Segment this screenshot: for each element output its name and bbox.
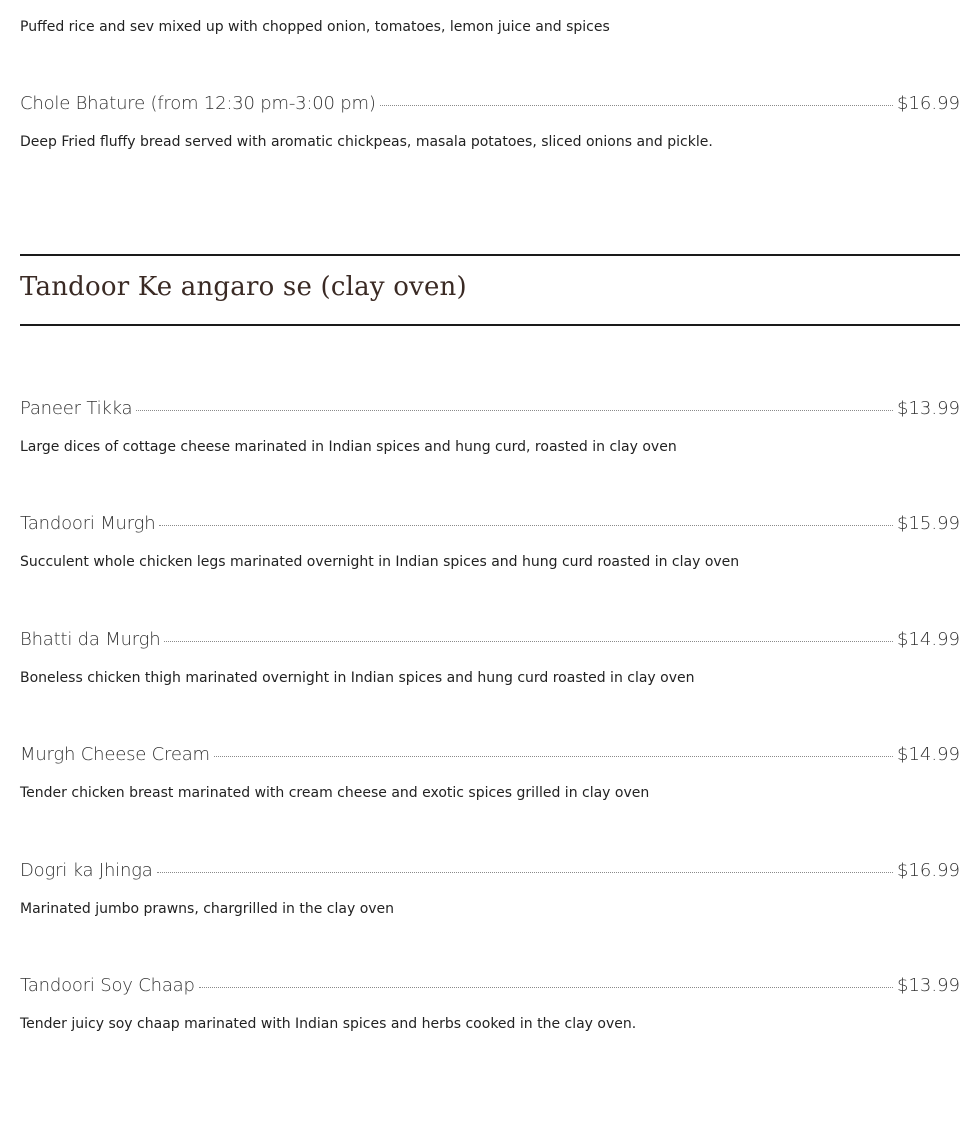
item-price: $14.99	[897, 629, 960, 650]
dotted-leader	[380, 105, 893, 106]
item-description: Large dices of cottage cheese marinated in Indian spices and hung curd, roasted in clay oven	[20, 439, 677, 455]
menu-item-murgh-cheese-cream	[20, 744, 960, 768]
menu-item-paneer-tikka	[20, 398, 960, 422]
item-price: $16.99	[897, 93, 960, 114]
item-price: $13.99	[897, 398, 960, 419]
item-price: $15.99	[897, 513, 960, 534]
item-name: Paneer Tikka	[20, 398, 133, 419]
item-name: Chole Bhature (from 12:30 pm-3:00 pm)	[20, 93, 376, 114]
dotted-leader	[199, 987, 893, 988]
item-description: Boneless chicken thigh marinated overnight in Indian spices and hung curd roasted in clay oven	[20, 670, 695, 686]
dotted-leader	[214, 756, 893, 757]
menu-item-bhatti-da-murgh	[20, 629, 960, 653]
dotted-leader	[159, 525, 893, 526]
item-price: $13.99	[897, 975, 960, 996]
item-name: Dogri ka Jhinga	[20, 860, 153, 881]
item-name: Tandoori Murgh	[20, 513, 156, 534]
menu-item-dogri-ka-jhinga	[20, 860, 960, 884]
item-description: Tender juicy soy chaap marinated with Indian spices and herbs cooked in the clay oven.	[20, 1016, 637, 1032]
item-description: Tender chicken breast marinated with cream cheese and exotic spices grilled in clay oven	[20, 785, 650, 801]
item-price: $14.99	[897, 744, 960, 765]
item-description: Puffed rice and sev mixed up with chopped onion, tomatoes, lemon juice and spices	[20, 19, 610, 35]
item-name: Murgh Cheese Cream	[20, 744, 210, 765]
menu-item-tandoori-soy-chaap	[20, 975, 960, 999]
dotted-leader	[157, 872, 893, 873]
item-description: Succulent whole chicken legs marinated overnight in Indian spices and hung curd roasted in clay oven	[20, 554, 740, 570]
section-divider-top	[20, 254, 960, 256]
item-price: $16.99	[897, 860, 960, 881]
dotted-leader	[136, 410, 893, 411]
item-name: Bhatti da Murgh	[20, 629, 161, 650]
section-title: Tandoor Ke angaro se (clay oven)	[20, 272, 467, 302]
menu-item-tandoori-murgh	[20, 513, 960, 537]
section-divider-bottom	[20, 324, 960, 326]
menu-item-chole-bhature	[20, 93, 960, 117]
item-description: Deep Fried fluffy bread served with aromatic chickpeas, masala potatoes, sliced onions and pickle.	[20, 134, 713, 150]
dotted-leader	[164, 641, 893, 642]
item-description: Marinated jumbo prawns, chargrilled in the clay oven	[20, 901, 395, 917]
item-name: Tandoori Soy Chaap	[20, 975, 195, 996]
